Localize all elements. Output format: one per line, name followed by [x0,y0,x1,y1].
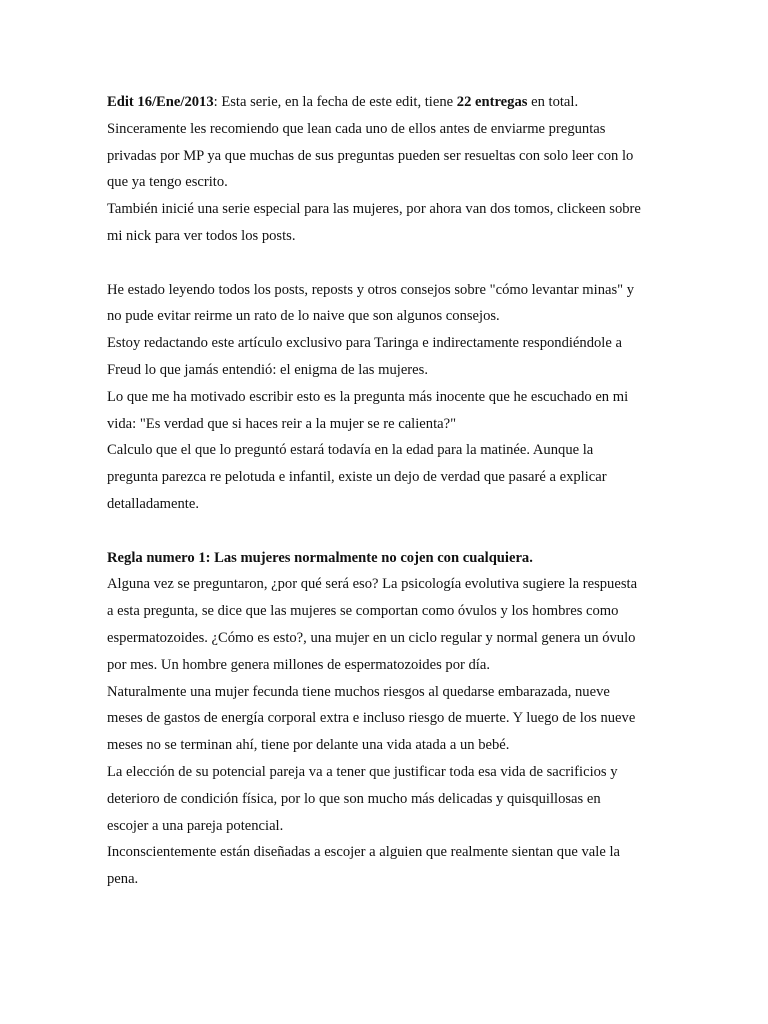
text-line: que ya tengo escrito. [107,174,228,191]
text-line: mi nick para ver todos los posts. [107,227,296,244]
text-line: La elección de su potencial pareja va a tener que justificar toda esa vida de sacrificios y [107,763,618,780]
text-line: Calculo que el que lo preguntó estará todavía en la edad para la matinée. Aunque la [107,442,594,459]
text-line: pregunta parezca re pelotuda e infantil, existe un dejo de verdad que pasaré a explicar [107,469,607,486]
text-line: Estoy redactando este artículo exclusivo para Taringa e indirectamente respondiéndole a [107,335,622,352]
paragraph-spacer [107,250,667,277]
text-line: a esta pregunta, se dice que las mujeres se comportan como óvulos y los hombres como [107,603,619,620]
text-line: privadas por MP ya que muchas de sus preguntas pueden ser resueltas con solo leer con lo [107,147,634,164]
edit-note-label: Edit 16/Ene/2013 [107,94,214,110]
text-line: por mes. Un hombre genera millones de espermatozoides por día. [107,656,490,673]
rule1-section [107,545,667,893]
text-line: Alguna vez se preguntaron, ¿por qué será eso? La psicología evolutiva sugiere la respuesta [107,576,638,593]
edit-note-paragraph [107,89,667,250]
text-line: no pude evitar reirme un rato de lo naive que son algunos consejos. [107,308,500,325]
rule1-heading-text: Regla numero 1: Las mujeres normalmente no cojen con cualquiera. [107,549,533,566]
text-line: escojer a una pareja potencial. [107,817,284,834]
edit-note-first-line [107,89,667,116]
text-line: También inicié una serie especial para las mujeres, por ahora van dos tomos, clickeen sobre [107,201,641,218]
paragraph-spacer [107,518,667,545]
text-line: Inconscientemente están diseñadas a escojer a alguien que realmente sientan que vale la [107,844,620,861]
text-line: He estado leyendo todos los posts, reposts y otros consejos sobre "cómo levantar minas" y [107,281,635,298]
text-line: vida: "Es verdad que si haces reir a la mujer se re calienta?" [107,415,457,432]
text-line: Naturalmente una mujer fecunda tiene muchos riesgos al quedarse embarazada, nueve [107,683,610,700]
document-page [107,89,667,893]
text-line: pena. [107,871,139,888]
text-line: meses no se terminan ahí, tiene por delante una vida atada a un bebé. [107,737,510,754]
text-line: Sinceramente les recomiendo que lean cada uno de ellos antes de enviarme preguntas [107,120,606,137]
edit-note-text-b: en total. [527,94,579,110]
text-line: espermatozoides. ¿Cómo es esto?, una mujer en un ciclo regular y normal genera un óvulo [107,629,636,646]
text-line: Freud lo que jamás entendió: el enigma de las mujeres. [107,361,428,378]
text-line: detalladamente. [107,495,199,512]
edit-note-count: 22 entregas [456,94,528,110]
intro-paragraph [107,277,667,518]
text-line: Lo que me ha motivado escribir esto es la pregunta más inocente que he escuchado en mi [107,388,629,405]
edit-note-text-a: : Esta serie, en la fecha de este edit, tiene [213,94,457,110]
text-line: meses de gastos de energía corporal extra e incluso riesgo de muerte. Y luego de los nueve [107,710,636,727]
text-line: deterioro de condición física, por lo que son mucho más delicadas y quisquillosas en [107,790,601,807]
rule1-heading [107,545,667,572]
